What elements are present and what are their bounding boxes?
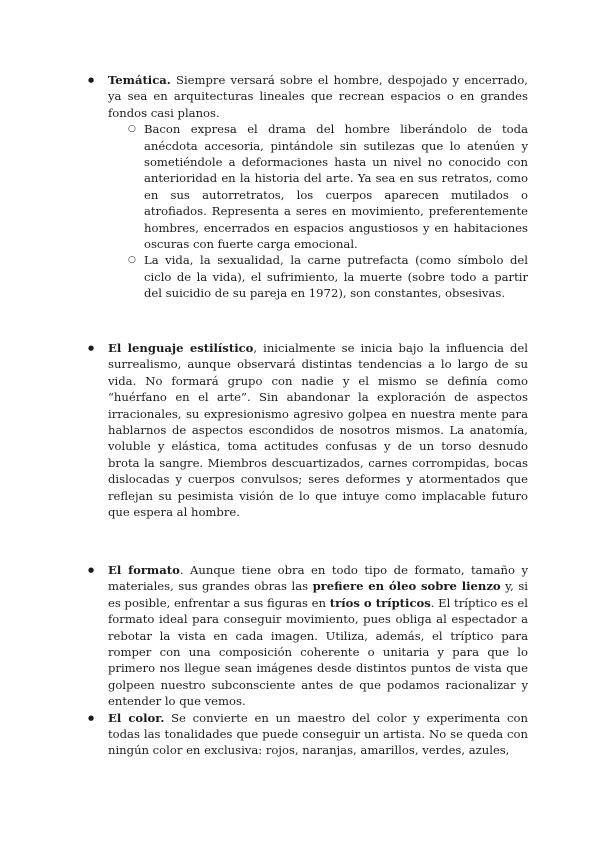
- bullet-color: [0, 710, 600, 759]
- bold-oleo: prefiere en óleo sobre lienzo: [312, 579, 501, 594]
- heading-tematica: Temática.: [108, 73, 171, 87]
- bullet-lenguaje: [0, 340, 600, 520]
- section-list-tematica: [0, 72, 600, 302]
- text-lenguaje: , inicialmente se inicia bajo la influencia del surrealismo, aunque observará distintas tendencias a lo largo de su vida. No formará grupo con nadie y el mismo se definía como “huérfano en el arte”. Sin abandonar la exploración de aspectos irracionales, su expresionismo agresivo golpea en nuestra mente para hablarnos de aspectos escondidos de nosotros mismos. La anatomía, voluble y elástica, toma actitudes confusas y de un torso desnudo brota la sangre. Miembros descuartizados, carnes corrompidas, bocas dislocadas y cuerpos convulsos; seres deformes y atormentados que reflejan su pesimista visión de lo que intuye como implacable futuro que espera al hombre.: [108, 341, 528, 520]
- text-color: Se convierte en un maestro del color y experimenta con todas las tonalidades que puede conseguir un artista. No se queda con ningún color en exclusiva: rojos, naranjas, amarillos, verdes, azules,: [108, 710, 528, 758]
- heading-lenguaje: El lenguaje estilístico: [108, 341, 254, 355]
- text-tematica: Siempre versará sobre el hombre, despojado y encerrado, ya sea en arquitecturas lineales que recrean espacios o en grandes fondos casi planos.: [108, 73, 528, 120]
- text-formato-a: . Aunque tiene obra en todo tipo de formato, tamaño y materiales, sus grandes obras las: [108, 563, 528, 594]
- subitem-vida: ○ La vida, la sexualidad, la carne putrefacta (como símbolo del ciclo de la vida), el sufrimiento, la muerte (sobre todo a partir del suicidio de su pareja en 1972), son constantes, obsesivas.: [108, 252, 528, 301]
- bullet-formato: [0, 562, 600, 710]
- bullet-tematica: [0, 72, 600, 302]
- subitem-drama: ○ Bacon expresa el drama del hombre liberándolo de toda anécdota accesoria, pintándole sin sutilezas que lo atenúen y sometiéndole a deformaciones hasta un nivel no conocido con anterioridad en la historia del arte. Ya sea en sus retratos, como en sus autorretratos, los cuerpos aparecen mutilados o atrofiados. Representa a seres en movimiento, preferentemente hombres, encerrados en espacios angustiosos y en habitaciones oscuras con fuerte carga emocional.: [108, 121, 528, 252]
- section-list-lenguaje: [0, 340, 600, 520]
- text-formato-b: y, si es posible, enfrentar a sus figuras en: [108, 579, 528, 610]
- section-list-formato-color: [0, 562, 600, 759]
- heading-color: El color.: [108, 710, 165, 725]
- sublist-tematica: [108, 121, 528, 301]
- bold-trios: tríos o trípticos: [329, 595, 431, 610]
- text-formato-c: . El tríptico es el formato ideal para conseguir movimiento, pues obliga al espectador a rebotar la vista en cada imagen. Utiliza, además, el tríptico para romper con una composición coherente o unitaria y para que lo primero nos llegue sean imágenes desde distintos puntos de vista que golpeen nuestro subconsciente antes de que podamos racionalizar y entender lo que vemos.: [108, 595, 528, 709]
- heading-formato: El formato: [108, 563, 180, 577]
